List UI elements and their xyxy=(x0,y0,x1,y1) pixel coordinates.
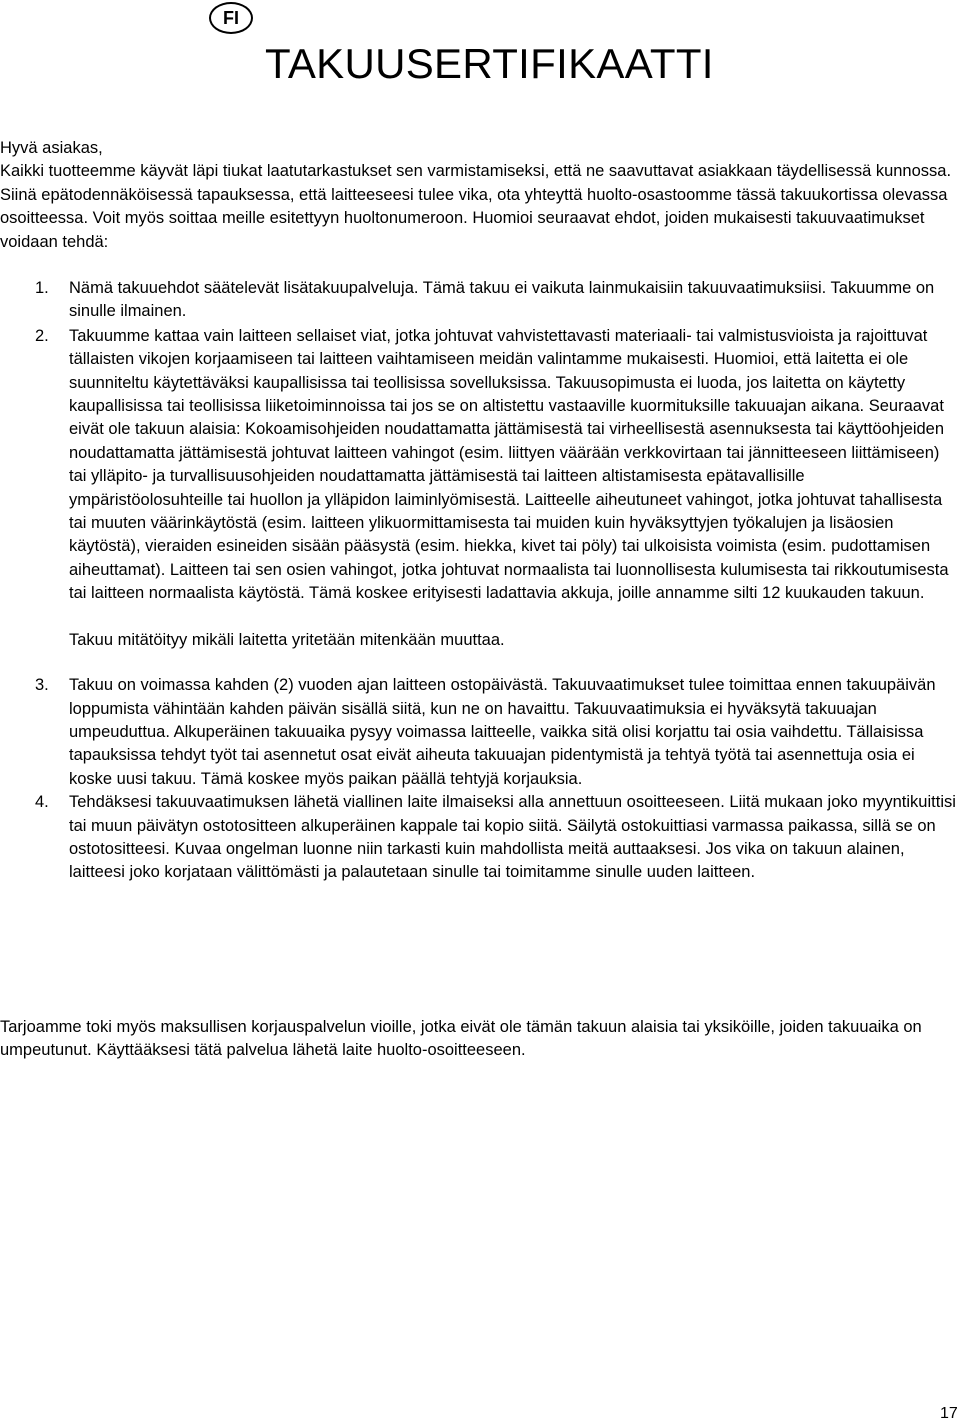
page-title: TAKUUSERTIFIKAATTI xyxy=(265,40,714,87)
term-number: 3. xyxy=(35,676,49,695)
intro-section xyxy=(0,137,960,254)
closing-paragraph: Tarjoamme toki myös maksullisen korjauspalvelun vioille, jotka eivät ole tämän takuun alaisia tai yksiköille, joiden takuuaika on umpeutunut. Käyttääksesi tätä palvelua lähetä laite huolto-osoitteeseen. xyxy=(0,1018,922,1060)
term-number: 1. xyxy=(35,279,49,297)
term-text: Tehdäksesi takuuvaatimuksen lähetä viallinen laite ilmaiseksi alla annettuun osoitteeseen. Liitä mukaan joko myyntikuittisi tai muun päivätyn ostotositteen alkuperäinen kappale tai kopio siitä. Säilytä ostokuittiasi varmassa paikassa, sillä se on ostotositteesi. Kuvaa ongelman luonne niin tarkasti kuin mahdollista meitä auttaaksesi. Jos vika on takuun alainen, laitteesi joko korjataan välittömästi ja palautetaan sinulle tai toimitamme sinulle uuden laitteen. xyxy=(69,793,956,882)
term-text: Nämä takuuehdot säätelevät lisätakuupalveluja. Tämä takuu ei vaikuta lainmukaisiin takuuvaatimuksiisi. Takuumme on sinulle ilmainen. xyxy=(69,279,935,321)
term-text: Takuumme kattaa vain laitteen sellaiset viat, jotka johtuvat vahvistettavasti materiaali- tai valmistusvioista ja rajoittuvat tällaisten vikojen korjaamiseen tai laitteen vaihtamiseen meidän valintamme mukaisesti. Huomioi, että laitetta ei ole suunniteltu käytettäväksi kaupallisissa tai teollisissa sovelluksissa. Takuusopimusta ei luoda, jos laitetta on käytetty kaupallisissa tai teollisissa liiketoiminnoissa tai jos se on altistettu vastaaville kuormituksille takuuajan aikana. Seuraavat eivät ole takuun alaisia: Kokoamisohjeiden noudattamatta jättämisestä tai virheellisestä asennuksesta tai käyttöohjeiden noudattamatta jättämisestä johtuvat laitteen vahingot (esim. liittyen väärään verkkovirtaan tai jännitteeseen liittämiseen) tai ylläpito- ja turvallisuusohjeiden noudattamatta jättämisestä tai laitteen altistamisesta epätavallisille ympäristöolosuhteille tai huollon ja ylläpidon laiminlyömisestä. Laitteelle aiheutuneet vahingot, jotka johtuvat tahallisesta tai muuten väärinkäytöstä (esim. laitteen ylikuormittamisesta tai muiden kuin hyväksyttyjen työkalujen ja lisäosien käytöstä), vieraiden esineiden sisään pääsystä (esim. hiekka, kivet tai pöly) tai ulkoisista voimista (esim. pudottamisen aiheuttamat). Laitteen tai sen osien vahingot, jotka johtuvat normaalista tai luonnollisesta kulumisesta tai rikkoutumisesta tai laitteen normaalista käytöstä. Tämä koskee erityisesti ladattavia akkuja, joille annamme silti 12 kuukauden takuun. xyxy=(69,326,949,603)
term-item xyxy=(0,674,960,791)
term-number: 4. xyxy=(35,793,49,812)
warranty-terms-list xyxy=(0,277,960,885)
term-number: 2. xyxy=(35,326,49,345)
language-badge: FI xyxy=(209,2,253,34)
intro-paragraph: Kaikki tuotteemme käyvät läpi tiukat laatutarkastukset sen varmistamiseksi, että ne saavuttavat asiakkaan täydellisessä kunnossa. Siinä epätodennäköisessä tapauksessa, että laitteeseesi tulee vika, ota yhteyttä huolto-osastoomme tässä takuukortissa olevassa osoitteessa. Voit myös soittaa meille esitettyyn huoltonumeroon. Huomioi seuraavat ehdot, joiden mukaisesti takuuvaatimukset voidaan tehdä: xyxy=(0,162,952,251)
term-item xyxy=(0,325,960,652)
term-text: Takuu on voimassa kahden (2) vuoden ajan laitteen ostopäivästä. Takuuvaatimukset tulee toimittaa ennen takuupäivän loppumista vähintään kahden päivän sisällä siitä, kun ne on havaittu. Takuuvaatimuksia ei hyväksytä takuuajan umpeuduttua. Alkuperäinen takuuaika pysyy voimassa laitteelle, vaikka sitä olisi korjattu tai osia vaihdettu. Tällaisissa tapauksissa tehdyt työt tai asennetut osat eivät aiheuta takuuajan pidentymistä ja tehtyä työtä tai asennettuja osia ei koske uusi takuu. Tämä koskee myös paikan päällä tehtyjä korjauksia. xyxy=(69,676,936,788)
term-item xyxy=(0,791,960,885)
term-note: Takuu mitätöityy mikäli laitetta yritetään mitenkään muuttaa. xyxy=(69,630,505,649)
page-number: 17 xyxy=(940,1405,958,1422)
term-item xyxy=(0,277,960,324)
greeting: Hyvä asiakas, xyxy=(0,139,103,157)
